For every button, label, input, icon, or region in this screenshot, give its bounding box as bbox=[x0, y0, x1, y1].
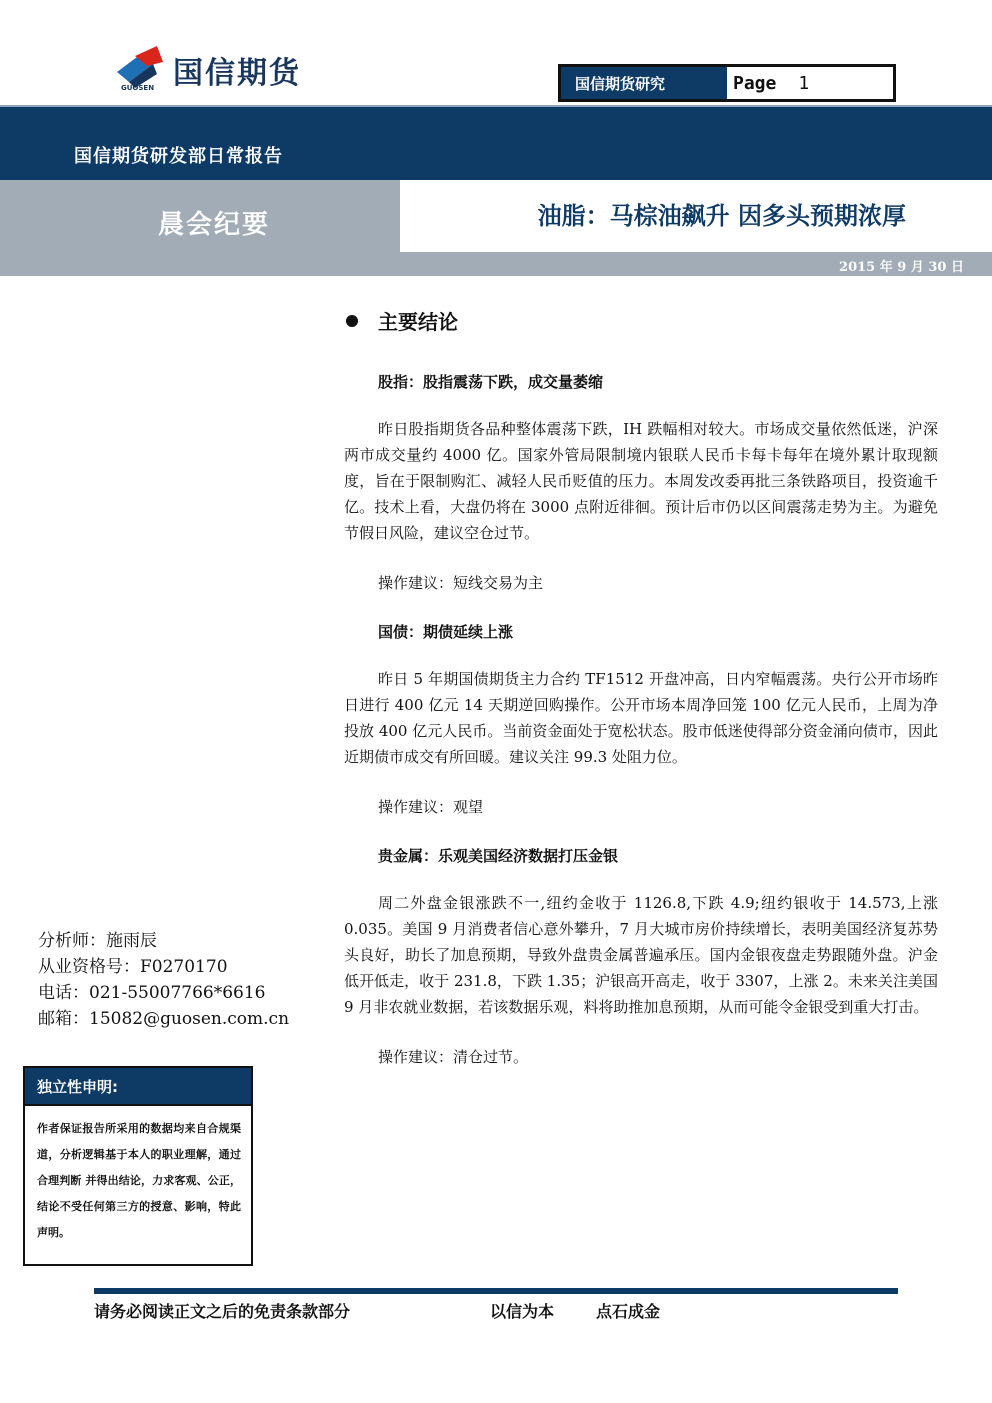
block-paragraph: 周二外盘金银涨跌不一,纽约金收于 1126.8,下跌 4.9;纽约银收于 14.573,上涨 0.035。美国 9 月消费者信心意外攀升，7 月大城市房价持续增长，表明美国经济复苏势头良好，助长了加息预期，导致外盘贵金属普遍承压。国内金银夜盘走势跟随外盘。沪金低开低走，收于 231.8，下跌 1.35；沪银高开高走，收于 3307，上涨 2。未来关注美国 9 月非农就业数据，若该数据乐观，料将助推加息预期，从而可能令金银受到重大打击。 bbox=[344, 894, 938, 1016]
bullet-icon bbox=[346, 315, 358, 327]
analyst-license: 从业资格号：F0270170 bbox=[38, 957, 228, 977]
block-paragraph: 昨日 5 年期国债期货主力合约 TF1512 开盘冲高，日内窄幅震荡。央行公开市场昨日进行 400 亿元 14 天期逆回购操作。公开市场本周净回笼 100 亿元人民币，上周为净投放 400 亿元人民币。当前资金面处于宽松状态。股市低迷使得部分资金涌向债市，因此近期债市成交有所回暖。建议关注 99.3 处阻力位。 bbox=[344, 670, 938, 766]
report-date: 2015 年 9 月 30 日 bbox=[839, 260, 964, 275]
report-headline: 油脂：马棕油飙升 因多头预期浓厚 bbox=[537, 201, 906, 230]
analyst-phone: 电话：021-55007766*6616 bbox=[38, 983, 266, 1003]
block-paragraph: 昨日股指期货各品种整体震荡下跌，IH 跌幅相对较大。市场成交量依然低迷，沪深两市成交量约 4000 亿。国家外管局限制境内银联人民币卡每卡每年在境外累计取现额度，旨在于限制购汇、减轻人民币贬值的压力。本周发改委再批三条铁路项目，投资逾千亿。技术上看，大盘仍将在 3000 点附近徘徊。预计后市仍以区间震荡走势为主。为避免节假日风险，建议空仓过节。 bbox=[344, 420, 938, 542]
section-title: 主要结论 bbox=[378, 310, 458, 334]
report-category: 晨会纪要 bbox=[158, 210, 271, 240]
logo-text: 国信期货 bbox=[173, 56, 301, 91]
block-advice: 操作建议：清仓过节。 bbox=[378, 1048, 529, 1066]
logo-subtext: GUOSEN bbox=[121, 84, 155, 92]
independence-body: 作者保证报告所采用的数据均来自合规渠道，分析逻辑基于本人的职业理解，通过合理判断 并得出结论，力求客观、公正，结论不受任何第三方的授意、影响，特此声明。 bbox=[37, 1122, 241, 1239]
block-subtitle: 国债：期债延续上涨 bbox=[378, 623, 514, 641]
category-block bbox=[0, 180, 400, 252]
independence-statement bbox=[23, 1066, 253, 1266]
block-subtitle: 贵金属：乐观美国经济数据打压金银 bbox=[378, 847, 619, 865]
page-number: 1 bbox=[798, 72, 810, 94]
footer-disclaimer: 请务必阅读正文之后的免责条款部分 bbox=[94, 1302, 351, 1321]
date-bar bbox=[0, 252, 992, 276]
analyst-info bbox=[38, 928, 289, 1032]
report-banner bbox=[0, 105, 992, 180]
page-indicator bbox=[558, 64, 896, 102]
block-advice: 操作建议：短线交易为主 bbox=[378, 574, 544, 592]
footer-motto-1: 以信为本 bbox=[490, 1302, 555, 1321]
analyst-name: 分析师：施雨辰 bbox=[38, 931, 157, 951]
dept-label: 国信期货研究 bbox=[561, 67, 727, 99]
banner-title: 国信期货研发部日常报告 bbox=[74, 146, 283, 167]
footer-motto-2: 点石成金 bbox=[596, 1302, 661, 1321]
footer-divider bbox=[94, 1288, 898, 1294]
headline-block bbox=[400, 180, 992, 252]
page-number-box bbox=[727, 67, 893, 99]
section-header bbox=[346, 306, 458, 335]
block-subtitle: 股指：股指震荡下跌，成交量萎缩 bbox=[378, 373, 604, 391]
main-content bbox=[344, 370, 938, 1070]
independence-title: 独立性申明: bbox=[25, 1068, 251, 1106]
block-advice: 操作建议：观望 bbox=[378, 798, 484, 816]
analyst-email: 邮箱：15082@guosen.com.cn bbox=[38, 1009, 290, 1029]
page-label: Page bbox=[733, 72, 777, 94]
company-logo bbox=[113, 42, 353, 97]
